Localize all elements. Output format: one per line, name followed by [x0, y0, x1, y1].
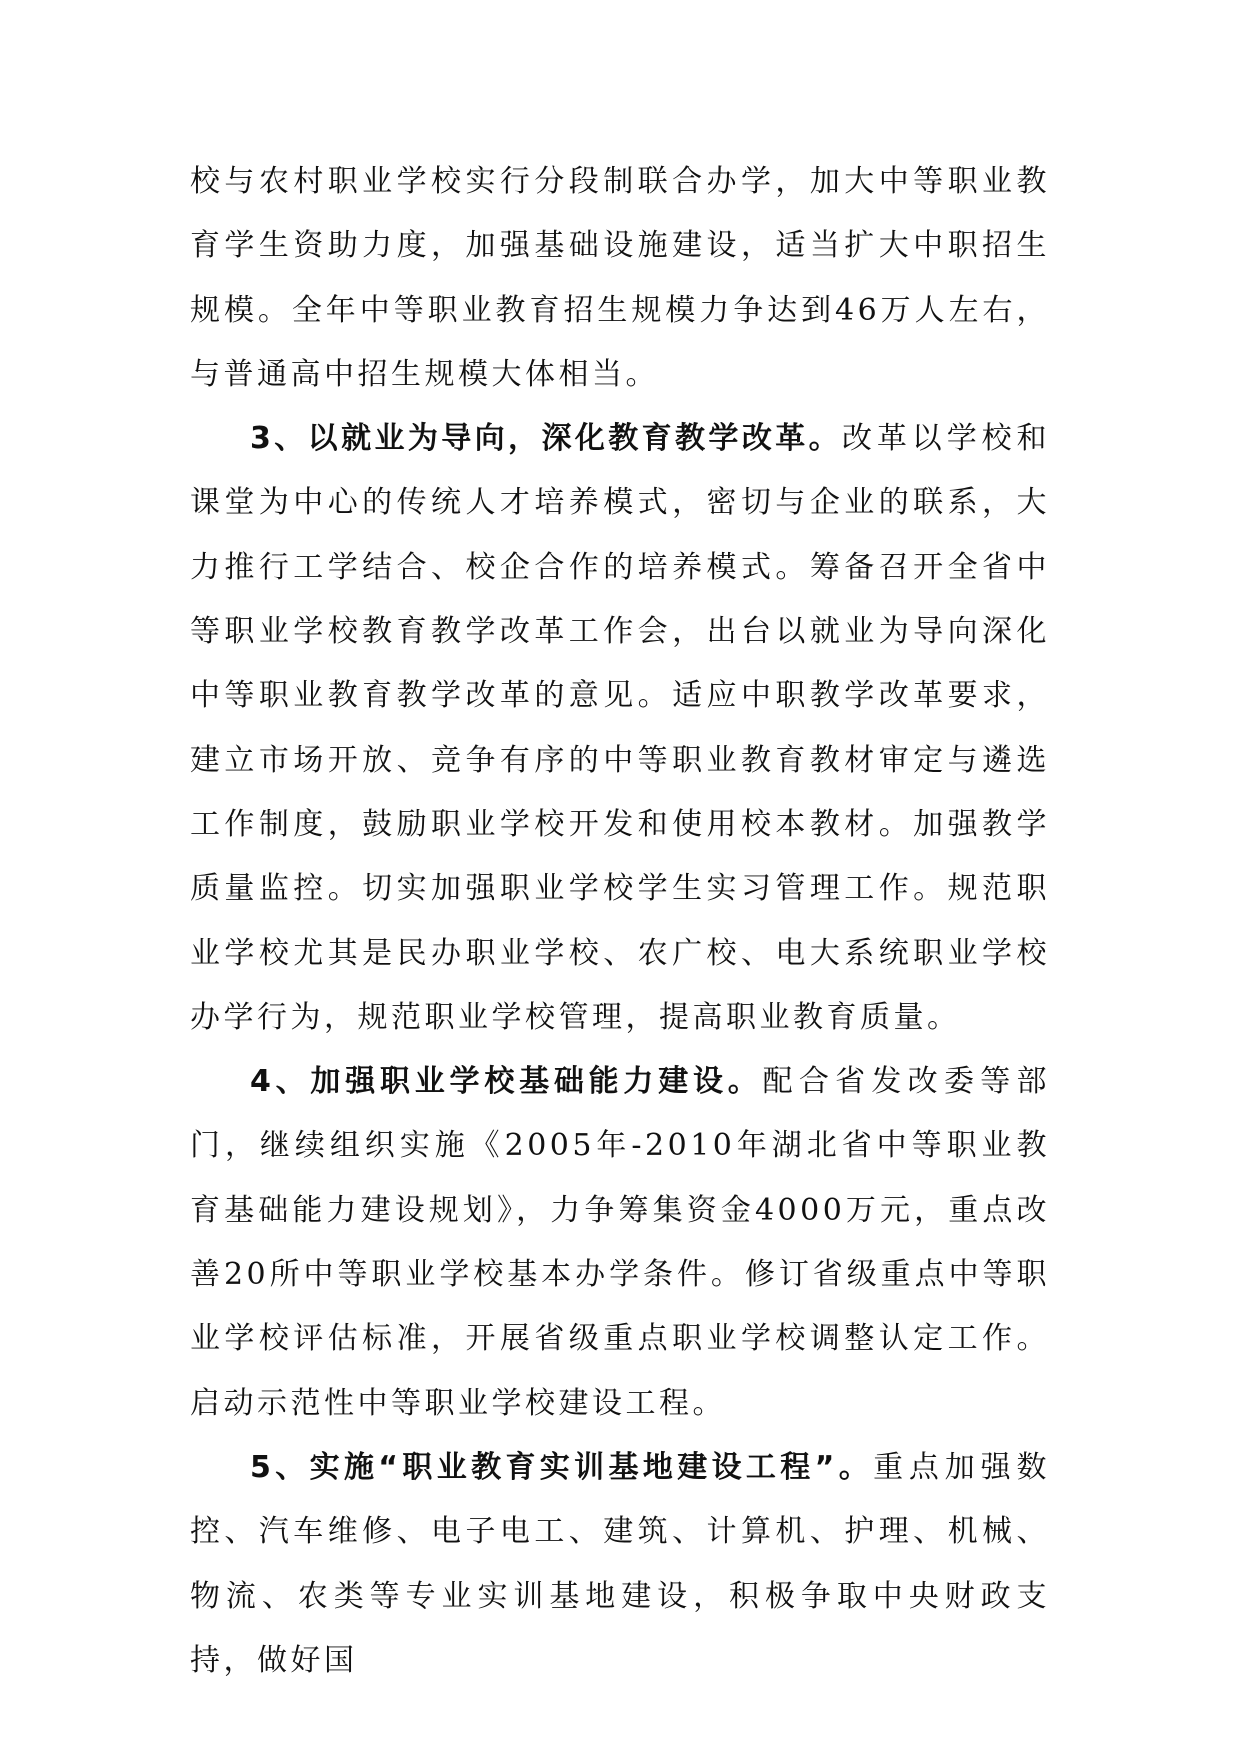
paragraph-continued [190, 150, 1050, 407]
paragraph-text: 改革以学校和课堂为中心的传统人才培养模式，密切与企业的联系，大力推行工学结合、校企合作的培养模式。筹备召开全省中等职业学校教育教学改革工作会，出台以就业为导向深化中等职业教育教学改革的意见。适应中职教学改革要求，建立市场开放、竞争有序的中等职业教育教材审定与遴选工作制度，鼓励职业学校开发和使用校本教材。加强教学质量监控。切实加强职业学校学生实习管理工作。规范职业学校尤其是民办职业学校、农广校、电大系统职业学校办学行为，规范职业学校管理，提高职业教育质量。 [190, 421, 1050, 1035]
document-body [190, 150, 1050, 1693]
paragraph-section-4 [190, 1050, 1050, 1436]
paragraph-text: 配合省发改委等部门，继续组织实施《2005年-2010年湖北省中等职业教育基础能力建设规划》，力争筹集资金4000万元，重点改善20所中等职业学校基本办学条件。修订省级重点中等职业学校评估标准，开展省级重点职业学校调整认定工作。启动示范性中等职业学校建设工程。 [190, 1064, 1051, 1421]
paragraph-text: 重点加强数控、汽车维修、电子电工、建筑、计算机、护理、机械、物流、农类等专业实训基地建设，积极争取中央财政支持，做好国 [190, 1449, 1051, 1678]
paragraph-section-5 [190, 1436, 1050, 1693]
section-heading-3: 3、以就业为导向，深化教育教学改革。 [250, 421, 843, 457]
section-heading-4: 4、加强职业学校基础能力建设。 [250, 1064, 763, 1100]
section-heading-5: 5、实施“职业教育实训基地建设工程”。 [250, 1449, 874, 1485]
paragraph-text: 校与农村职业学校实行分段制联合办学，加大中等职业教育学生资助力度，加强基础设施建设，适当扩大中职招生规模。全年中等职业教育招生规模力争达到46万人左右，与普通高中招生规模大体相当。 [190, 164, 1050, 392]
paragraph-section-3 [190, 407, 1050, 1050]
